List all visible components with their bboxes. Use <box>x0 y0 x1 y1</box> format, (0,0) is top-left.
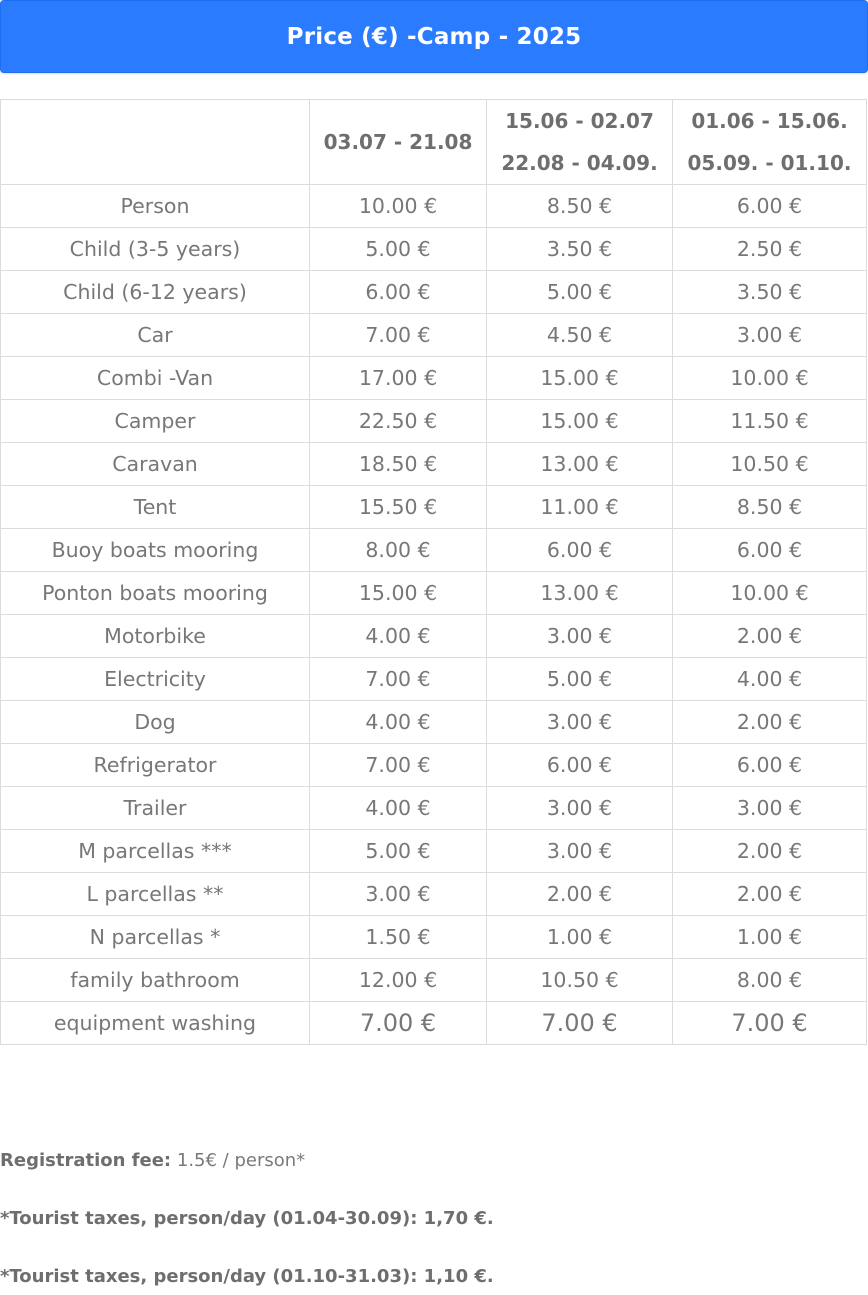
price-mid-cell: 3.00 € <box>487 615 673 658</box>
price-low-cell: 1.00 € <box>673 916 867 959</box>
item-name-cell: equipment washing <box>1 1002 310 1045</box>
price-mid-cell: 3.00 € <box>487 787 673 830</box>
price-high-cell: 5.00 € <box>310 228 487 271</box>
price-mid-cell: 6.00 € <box>487 744 673 787</box>
price-mid-cell: 8.50 € <box>487 185 673 228</box>
price-high-cell: 7.00 € <box>310 744 487 787</box>
header-season-mid <box>487 100 673 185</box>
price-mid-cell: 15.00 € <box>487 357 673 400</box>
registration-fee-value: 1.5€ / person* <box>171 1150 306 1171</box>
item-name-cell: Car <box>1 314 310 357</box>
price-mid-cell: 3.50 € <box>487 228 673 271</box>
price-mid-cell: 13.00 € <box>487 443 673 486</box>
tourist-tax-winter-text: *Tourist taxes, person/day (01.10-31.03): 1,10 €. <box>0 1266 494 1287</box>
price-mid-cell: 1.00 € <box>487 916 673 959</box>
price-high-cell: 15.50 € <box>310 486 487 529</box>
price-high-cell: 7.00 € <box>310 658 487 701</box>
registration-fee-label: Registration fee: <box>0 1150 172 1171</box>
price-high-cell: 6.00 € <box>310 271 487 314</box>
price-mid-cell: 13.00 € <box>487 572 673 615</box>
item-name-cell: Caravan <box>1 443 310 486</box>
header-season-low-line2: 05.09. - 01.10. <box>687 151 852 175</box>
item-name-cell: Motorbike <box>1 615 310 658</box>
table-row <box>1 916 867 959</box>
price-high-cell: 22.50 € <box>310 400 487 443</box>
table-row <box>1 228 867 271</box>
price-mid-cell: 4.50 € <box>487 314 673 357</box>
table-row <box>1 271 867 314</box>
item-name-cell: Child (6-12 years) <box>1 271 310 314</box>
item-name-cell: Trailer <box>1 787 310 830</box>
price-high-cell: 18.50 € <box>310 443 487 486</box>
price-mid-cell: 6.00 € <box>487 529 673 572</box>
price-low-cell: 10.00 € <box>673 357 867 400</box>
table-row <box>1 357 867 400</box>
header-season-mid-line2: 22.08 - 04.09. <box>501 151 658 175</box>
price-mid-cell: 2.00 € <box>487 873 673 916</box>
price-high-cell: 7.00 € <box>310 1002 487 1045</box>
price-high-cell: 8.00 € <box>310 529 487 572</box>
price-mid-cell: 10.50 € <box>487 959 673 1002</box>
price-table <box>0 99 867 1045</box>
price-low-cell: 6.00 € <box>673 185 867 228</box>
price-low-cell: 2.00 € <box>673 615 867 658</box>
table-row <box>1 1002 867 1045</box>
table-row <box>1 959 867 1002</box>
item-name-cell: Ponton boats mooring <box>1 572 310 615</box>
page-title: Price (€) -Camp - 2025 <box>286 23 582 50</box>
price-low-cell: 6.00 € <box>673 744 867 787</box>
table-row <box>1 658 867 701</box>
header-season-low-line1: 01.06 - 15.06. <box>691 109 848 133</box>
price-mid-cell: 11.00 € <box>487 486 673 529</box>
item-name-cell: Refrigerator <box>1 744 310 787</box>
price-low-cell: 3.00 € <box>673 787 867 830</box>
price-low-cell: 10.50 € <box>673 443 867 486</box>
item-name-cell: Combi -Van <box>1 357 310 400</box>
item-name-cell: M parcellas *** <box>1 830 310 873</box>
item-name-cell: Child (3-5 years) <box>1 228 310 271</box>
price-mid-cell: 3.00 € <box>487 701 673 744</box>
item-name-cell: family bathroom <box>1 959 310 1002</box>
table-row <box>1 830 867 873</box>
table-row <box>1 572 867 615</box>
table-row <box>1 787 867 830</box>
item-name-cell: L parcellas ** <box>1 873 310 916</box>
price-high-cell: 3.00 € <box>310 873 487 916</box>
header-season-low <box>673 100 867 185</box>
header-item-column <box>1 100 310 185</box>
price-low-cell: 2.50 € <box>673 228 867 271</box>
price-mid-cell: 5.00 € <box>487 658 673 701</box>
price-high-cell: 1.50 € <box>310 916 487 959</box>
price-mid-cell: 15.00 € <box>487 400 673 443</box>
header-season-mid-line1: 15.06 - 02.07 <box>505 109 654 133</box>
tourist-tax-summer <box>0 1204 866 1233</box>
price-high-cell: 7.00 € <box>310 314 487 357</box>
item-name-cell: Buoy boats mooring <box>1 529 310 572</box>
price-mid-cell: 3.00 € <box>487 830 673 873</box>
item-name-cell: Person <box>1 185 310 228</box>
table-row <box>1 615 867 658</box>
header-season-high <box>310 100 487 185</box>
price-high-cell: 4.00 € <box>310 701 487 744</box>
price-low-cell: 2.00 € <box>673 873 867 916</box>
price-high-cell: 15.00 € <box>310 572 487 615</box>
price-low-cell: 7.00 € <box>673 1002 867 1045</box>
table-header-row <box>1 100 867 185</box>
price-high-cell: 5.00 € <box>310 830 487 873</box>
table-row <box>1 185 867 228</box>
item-name-cell: Dog <box>1 701 310 744</box>
price-high-cell: 12.00 € <box>310 959 487 1002</box>
notes <box>0 1146 866 1291</box>
table-row <box>1 529 867 572</box>
item-name-cell: Electricity <box>1 658 310 701</box>
price-low-cell: 8.50 € <box>673 486 867 529</box>
price-high-cell: 17.00 € <box>310 357 487 400</box>
price-low-cell: 3.50 € <box>673 271 867 314</box>
page-header <box>0 0 868 73</box>
table-row <box>1 744 867 787</box>
header-season-high-line1: 03.07 - 21.08 <box>323 130 473 154</box>
price-high-cell: 10.00 € <box>310 185 487 228</box>
price-low-cell: 10.00 € <box>673 572 867 615</box>
price-high-cell: 4.00 € <box>310 787 487 830</box>
item-name-cell: N parcellas * <box>1 916 310 959</box>
table-row <box>1 873 867 916</box>
table-row <box>1 314 867 357</box>
price-low-cell: 8.00 € <box>673 959 867 1002</box>
tourist-tax-winter <box>0 1262 866 1291</box>
tourist-tax-summer-text: *Tourist taxes, person/day (01.04-30.09): 1,70 €. <box>0 1208 494 1229</box>
price-mid-cell: 5.00 € <box>487 271 673 314</box>
table-row <box>1 701 867 744</box>
price-low-cell: 4.00 € <box>673 658 867 701</box>
registration-fee <box>0 1146 866 1175</box>
table-row <box>1 443 867 486</box>
item-name-cell: Camper <box>1 400 310 443</box>
item-name-cell: Tent <box>1 486 310 529</box>
table-row <box>1 400 867 443</box>
price-low-cell: 11.50 € <box>673 400 867 443</box>
table-row <box>1 486 867 529</box>
price-low-cell: 6.00 € <box>673 529 867 572</box>
price-low-cell: 3.00 € <box>673 314 867 357</box>
price-low-cell: 2.00 € <box>673 830 867 873</box>
price-low-cell: 2.00 € <box>673 701 867 744</box>
price-mid-cell: 7.00 € <box>487 1002 673 1045</box>
price-high-cell: 4.00 € <box>310 615 487 658</box>
